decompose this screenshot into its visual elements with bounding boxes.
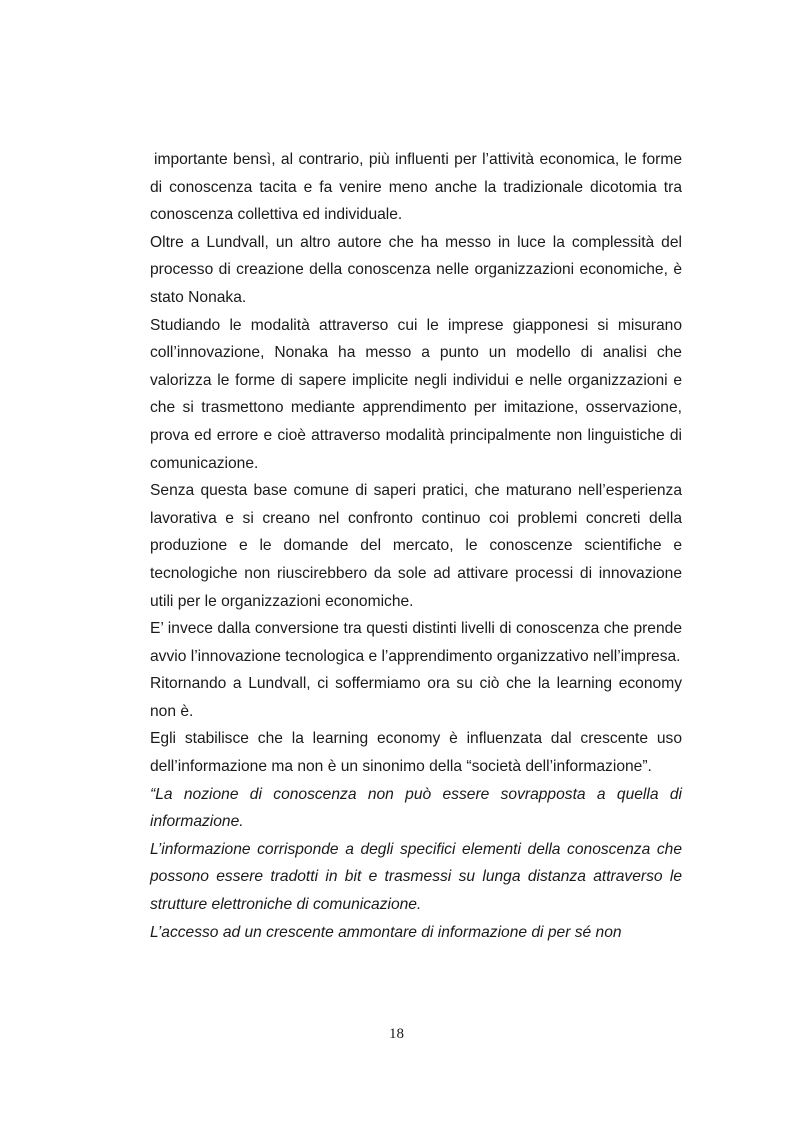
paragraph-conversion: E’ invece dalla conversione tra questi distinti livelli di conoscenza che prende avvio l’innovazione tecnologica e l’apprendimento organizzativo nell’impresa. — [150, 620, 682, 665]
paragraph-returning-lundvall: Ritornando a Lundvall, ci soffermiamo ora su ciò che la learning economy non è. — [150, 675, 682, 720]
paragraph-japanese-firms: Studiando le modalità attraverso cui le imprese giapponesi si misurano coll’innovazione, Nonaka ha messo a punto un modello di analisi che valorizza le forme di sapere implicite negli individui e nelle organizzazioni e che si trasmettono mediante apprendimento per imitazione, osservazione, prova ed errore e cioè attraverso modalità principalmente non linguistiche di comunicazione. — [150, 316, 682, 472]
quote-knowledge-notion: “La nozione di conoscenza non può essere sovrapposta a quella di informazione. — [150, 785, 682, 831]
paragraph-continuation: importante bensì, al contrario, più influenti per l’attività economica, le forme di conoscenza tacita e fa venire meno anche la tradizionale dicotomia tra conoscenza collettiva ed individuale. — [150, 151, 682, 224]
quote-access-information: L’accesso ad un crescente ammontare di informazione di per sé non — [150, 923, 622, 941]
page-number: 18 — [389, 1026, 404, 1042]
body-text — [150, 146, 682, 946]
paragraph-practical-knowledge: Senza questa base comune di saperi pratici, che maturano nell’esperienza lavorativa e si creano nel confronto continuo coi problemi concreti della produzione e le domande del mercato, le conoscenze scientifiche e tecnologiche non riuscirebbero da sole ad attivare processi di innovazione utili per le organizzazioni economiche. — [150, 482, 682, 610]
paragraph-information-society: Egli stabilisce che la learning economy è influenzata dal crescente uso dell’informazione ma non è un sinonimo della “società dell’informazione”. — [150, 730, 682, 776]
paragraph-lundvall-nonaka: Oltre a Lundvall, un altro autore che ha messo in luce la complessità del processo di creazione della conoscenza nelle organizzazioni economiche, è stato Nonaka. — [150, 233, 682, 306]
quote-information-bits: L’informazione corrisponde a degli specifici elementi della conoscenza che possono essere tradotti in bit e trasmessi su lunga distanza attraverso le strutture elettroniche di comunicazione. — [150, 840, 682, 914]
